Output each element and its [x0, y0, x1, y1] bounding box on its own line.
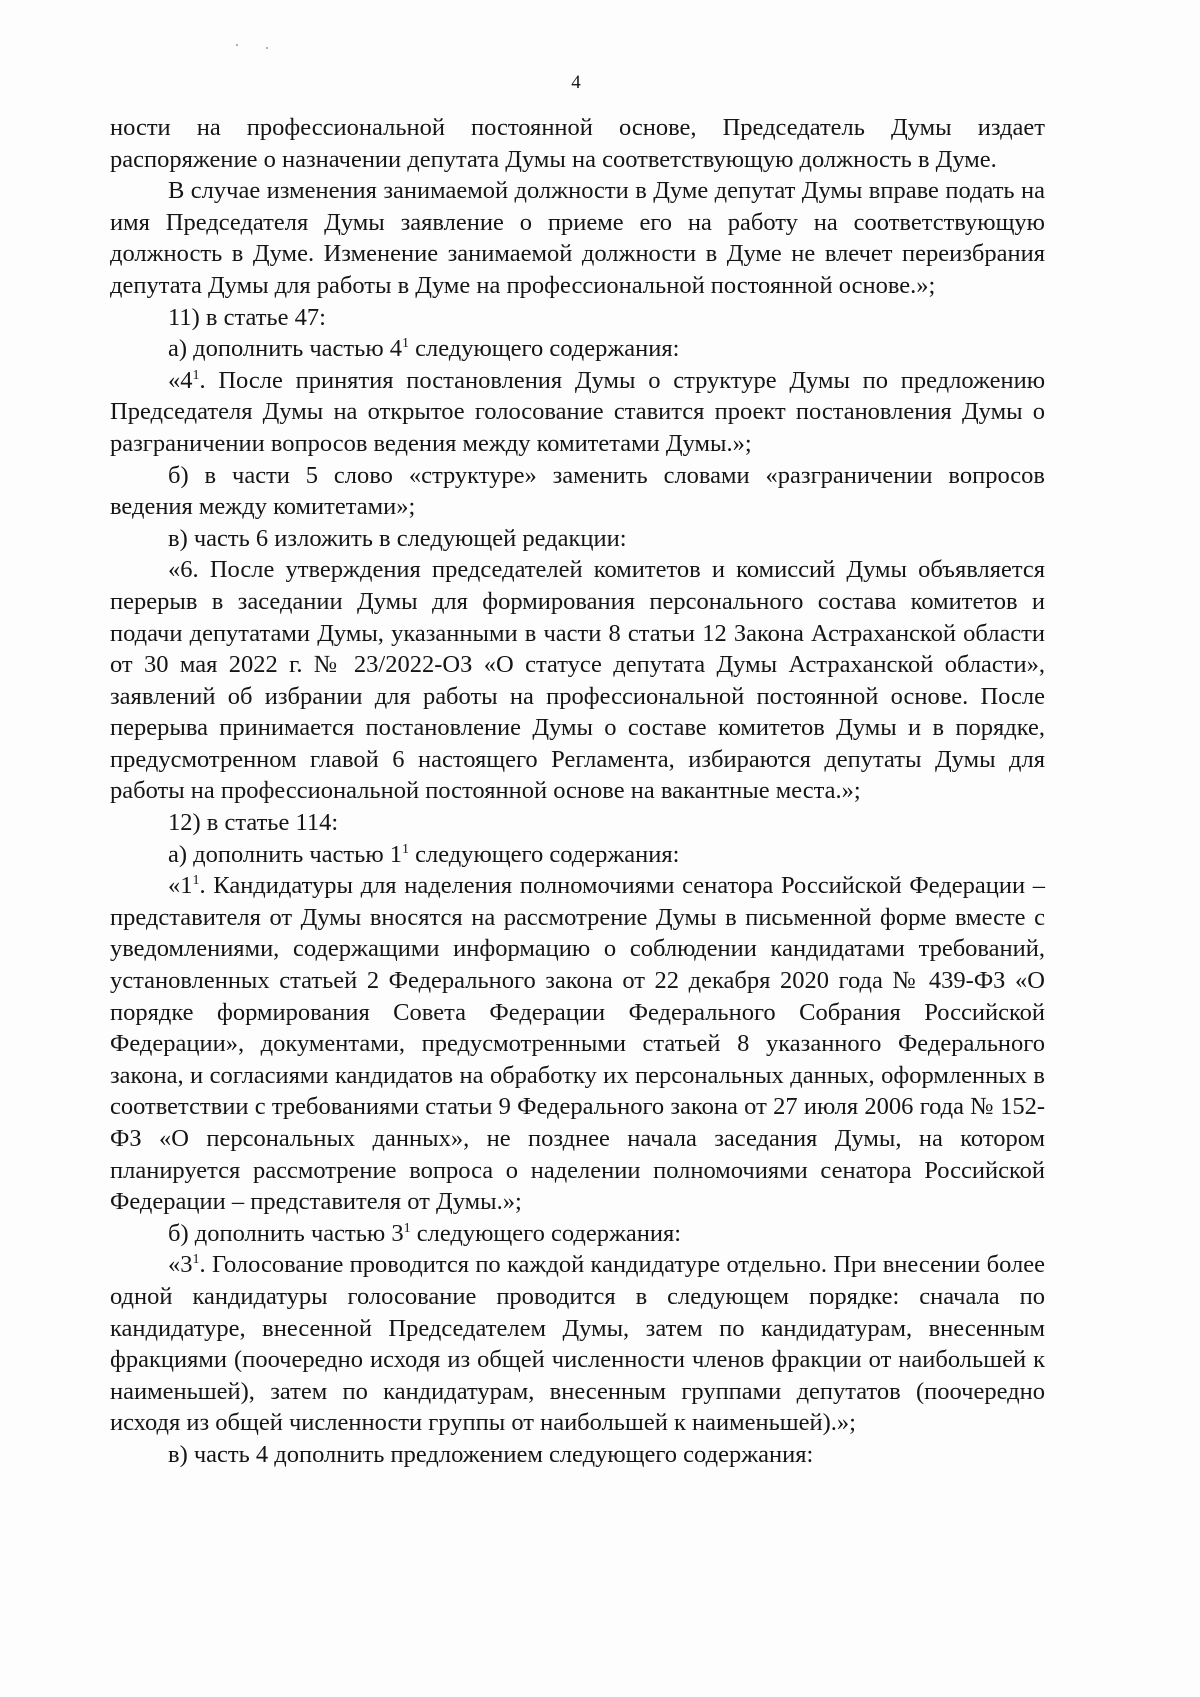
paragraph-text: «6. После утверждения председателей комитетов и комиссий Думы объявляется перерыв в заседании Думы для формирования персонального состава комитетов и подачи депутатами Думы, указанными в части 8 статьи 12 Закона Астраханской области от 30 мая 2022 г. № 23/2022-ОЗ «О статусе депутата Думы Астраханской области», заявлений об избрании для работы на профессиональной постоянной основе. После перерыва принимается постановление Думы о составе комитетов Думы и в порядке, предусмотренном главой 6 настоящего Регламента, избираются депутаты Думы для работы на профессиональной постоянной основе на вакантные места.»; [110, 556, 1045, 805]
paragraph [110, 365, 1045, 460]
paragraph-text: а) дополнить частью 4 [168, 335, 402, 363]
paragraph-text: а) дополнить частью 1 [168, 840, 402, 868]
paragraph [110, 460, 1045, 523]
document-body [110, 112, 1045, 1471]
paragraph [110, 523, 1045, 555]
paragraph-text: б) в части 5 слово «структуре» заменить словами «разграничении вопросов ведения между комитетами»; [110, 461, 1045, 521]
paragraph-text: В случае изменения занимаемой должности в Думе депутат Думы вправе подать на имя Председателя Думы заявление о приеме его на работу на соответствующую должность в Думе. Изменение занимаемой должности в Думе не влечет переизбрания депутата Думы для работы в Думе на профессиональной постоянной основе.»; [110, 177, 1045, 299]
superscript: 1 [402, 841, 409, 857]
paragraph-text: «3 [168, 1251, 193, 1279]
paragraph-text: следующего содержания: [410, 1219, 682, 1247]
paragraph-text: б) дополнить частью 3 [168, 1219, 404, 1247]
paragraph [110, 302, 1045, 334]
paragraph-text: . После принятия постановления Думы о структуре Думы по предложению Председателя Думы на открытое голосование ставится проект постановления Думы о разграничении вопросов ведения между комитетами Думы.»; [110, 366, 1045, 457]
paragraph-text: в) часть 6 изложить в следующей редакции: [168, 524, 627, 552]
superscript: 1 [192, 1252, 200, 1268]
scan-speck [236, 44, 238, 46]
scan-speck [266, 47, 268, 49]
superscript: 1 [402, 336, 409, 352]
paragraph-text: 11) в статье 47: [168, 303, 326, 331]
paragraph-text: следующего содержания: [409, 335, 680, 363]
paragraph-text: «4 [168, 366, 193, 394]
paragraph [110, 807, 1045, 839]
page-number: 4 [571, 72, 581, 93]
paragraph-text: «1 [168, 872, 193, 900]
paragraph-text: . Голосование проводится по каждой кандидатуре отдельно. При внесении более одной кандидатуры голосование проводится в следующем порядке: сначала по кандидатуре, внесенной Председателем Думы, затем по кандидатурам, внесенным фракциями (поочередно исходя из общей численности членов фракции от наибольшей к наименьшей), затем по кандидатурам, внесенным группами депутатов (поочередно исходя из общей численности группы от наибольшей к наименьшей).»; [110, 1251, 1045, 1437]
superscript: 1 [192, 367, 200, 383]
paragraph [110, 1218, 1045, 1250]
paragraph [110, 1439, 1045, 1471]
paragraph [110, 112, 1045, 175]
paragraph-text: в) часть 4 дополнить предложением следующего содержания: [168, 1440, 814, 1468]
superscript: 1 [192, 873, 200, 889]
paragraph-text: следующего содержания: [409, 840, 680, 868]
paragraph [110, 333, 1045, 365]
superscript: 1 [403, 1220, 411, 1236]
paragraph [110, 554, 1045, 807]
paragraph [110, 175, 1045, 301]
paragraph [110, 1249, 1045, 1439]
paragraph [110, 839, 1045, 871]
paragraph-text: ности на профессиональной постоянной основе, Председатель Думы издает распоряжение о назначении депутата Думы на соответствующую должность в Думе. [110, 114, 1045, 173]
paragraph-text: . Кандидатуры для наделения полномочиями сенатора Российской Федерации – представителя от Думы вносятся на рассмотрение Думы в письменной форме вместе с уведомлениями, содержащими информацию о соблюдении кандидатами требований, установленных статьей 2 Федерального закона от 22 декабря 2020 года № 439-ФЗ «О порядке формирования Совета Федерации Федерального Собрания Российской Федерации», документами, предусмотренными статьей 8 указанного Федерального закона, и согласиями кандидатов на обработку их персональных данных, оформленных в соответствии с требованиями статьи 9 Федерального закона от 27 июля 2006 года № 152-ФЗ «О персональных данных», не позднее начала заседания Думы, на котором планируется рассмотрение вопроса о наделении полномочиями сенатора Российской Федерации – представителя от Думы.»; [110, 872, 1045, 1216]
paragraph [110, 870, 1045, 1218]
paragraph-text: 12) в статье 114: [168, 809, 339, 837]
